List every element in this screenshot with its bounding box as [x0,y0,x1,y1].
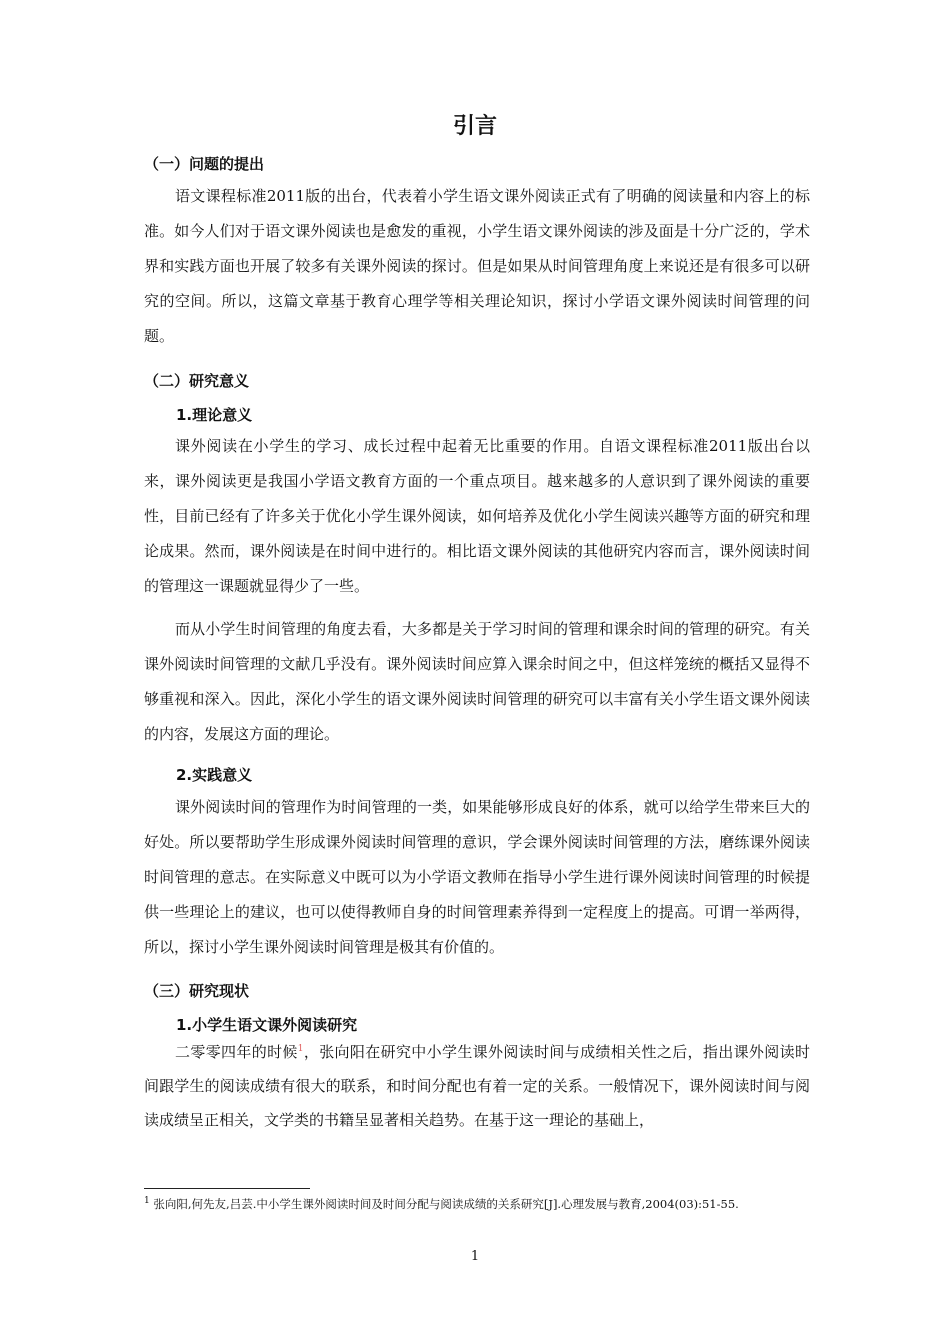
page-title: 引言 [452,114,497,139]
section-heading-significance: （二）研究意义 [144,372,250,390]
footnote [144,1196,784,1212]
paragraph-theory-1: 课外阅读在小学生的学习、成长过程中起着无比重要的作用。自语文课程标准2011版出台以来，课外阅读更是我国小学语文教育方面的一个重点项目。越来越多的人意识到了课外阅读的重要性，目前已经有了许多关于优化小学生课外阅读，如何培养及优化小学生阅读兴趣等方面的研究和理论成果。然而，课外阅读是在时间中进行的。相比语文课外阅读的其他研究内容而言，课外阅读时间的管理这一课题就显得少了一些。 [144,437,810,595]
section-heading-status: （三）研究现状 [144,982,250,1000]
footnote-separator [144,1188,310,1189]
section-heading-problem: （一）问题的提出 [144,155,265,173]
paragraph-problem: 语文课程标准2011版的出台，代表着小学生语文课外阅读正式有了明确的阅读量和内容上的标准。如今人们对于语文课外阅读也是愈发的重视，小学生语文课外阅读的涉及面是十分广泛的，学术界和实践方面也开展了较多有关课外阅读的探讨。但是如果从时间管理角度上来说还是有很多可以研究的空间。所以，这篇文章基于教育心理学等相关理论知识，探讨小学语文课外阅读时间管理的问题。 [144,187,810,345]
footnote-text: 张向阳,何先友,吕芸.中小学生课外阅读时间及时间分配与阅读成绩的关系研究[J].心理发展与教育,2004(03):51-55. [149,1197,739,1211]
paragraph-practice: 课外阅读时间的管理作为时间管理的一类，如果能够形成良好的体系，就可以给学生带来巨大的好处。所以要帮助学生形成课外阅读时间管理的意识，学会课外阅读时间管理的方法，磨练课外阅读时间管理的意志。在实际意义中既可以为小学语文教师在指导小学生进行课外阅读时间管理的时候提供一些理论上的建议，也可以使得教师自身的时间管理素养得到一定程度上的提高。可谓一举两得，所以，探讨小学生课外阅读时间管理是极其有价值的。 [144,798,810,956]
paragraph-reading-research [144,1035,810,1137]
subsection-heading-practice: 2.实践意义 [176,766,253,784]
paragraph-text-start: 二零零四年的时候 [175,1043,298,1061]
page-number: 1 [470,1249,480,1264]
footnote-reference-mark[interactable]: 1 [297,1044,304,1054]
paragraph-text-rest: ，张向阳在研究中小学生课外阅读时间与成绩相关性之后，指出课外阅读时间跟学生的阅读成绩有很大的联系，和时间分配也有着一定的关系。一般情况下，课外阅读时间与阅读成绩呈正相关，文学类的书籍呈显著相关趋势。在基于这一理论的基础上， [144,1043,810,1129]
paragraph-theory-2: 而从小学生时间管理的角度去看，大多都是关于学习时间的管理和课余时间的管理的研究。有关课外阅读时间管理的文献几乎没有。课外阅读时间应算入课余时间之中，但这样笼统的概括又显得不够重视和深入。因此，深化小学生的语文课外阅读时间管理的研究可以丰富有关小学生语文课外阅读的内容，发展这方面的理论。 [144,620,810,743]
subsection-heading-reading-research: 1.小学生语文课外阅读研究 [176,1016,358,1034]
subsection-heading-theory: 1.理论意义 [176,406,253,424]
footnote-mark: 1 [144,1196,150,1207]
